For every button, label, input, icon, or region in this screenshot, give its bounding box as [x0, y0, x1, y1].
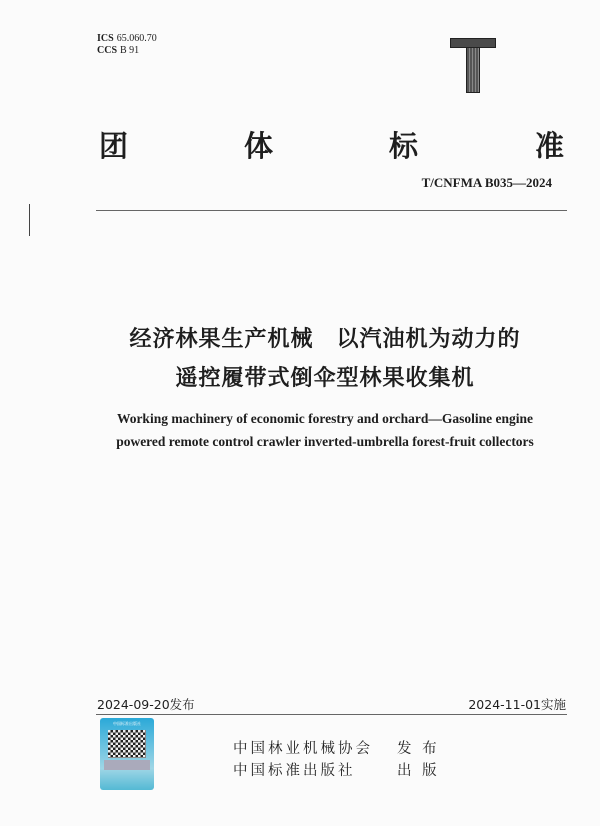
title-cn-line2: 遥控履带式倒伞型林果收集机: [175, 366, 475, 391]
ccs-code: [97, 45, 139, 57]
category-char: 准: [535, 129, 565, 163]
category-char: 体: [244, 129, 274, 163]
publisher-name: 中国标准出版社: [233, 763, 356, 779]
title-cn-line1: 经济林果生产机械 以汽油机为动力的: [129, 327, 521, 352]
ccs-value: B 91: [120, 45, 140, 56]
standard-code: T/CNFMA B035—2024: [421, 175, 552, 190]
publisher-role: 出 版: [397, 763, 440, 779]
scratch-area: [104, 760, 150, 770]
title-en-line2: powered remote control crawler inverted-umbrella forest-fruit collectors: [116, 434, 534, 449]
implement-date: 2024-11-01实施: [468, 697, 566, 712]
sticker-title: 中国标准出版社: [113, 721, 141, 726]
ics-value: 65.060.70: [116, 33, 157, 44]
scan-edge-mark: [29, 204, 30, 236]
qr-code-icon: [108, 730, 146, 758]
category-char: 团: [99, 129, 129, 163]
top-divider: [96, 210, 567, 211]
ics-label: ICS: [97, 33, 114, 44]
ccs-label: CCS: [97, 45, 118, 56]
title-en-line1: Working machinery of economic forestry and orchard—Gasoline engine: [116, 411, 534, 426]
category-char: 标: [389, 129, 419, 163]
ics-code: [97, 33, 157, 45]
anti-counterfeit-qr-sticker: [100, 718, 154, 790]
t-standard-logo: [450, 38, 496, 93]
publisher-name: 中国林业机械协会: [233, 741, 373, 757]
bottom-divider: [96, 714, 567, 715]
publisher-role: 发 布: [397, 741, 440, 757]
issue-date: 2024-09-20发布: [97, 697, 195, 712]
